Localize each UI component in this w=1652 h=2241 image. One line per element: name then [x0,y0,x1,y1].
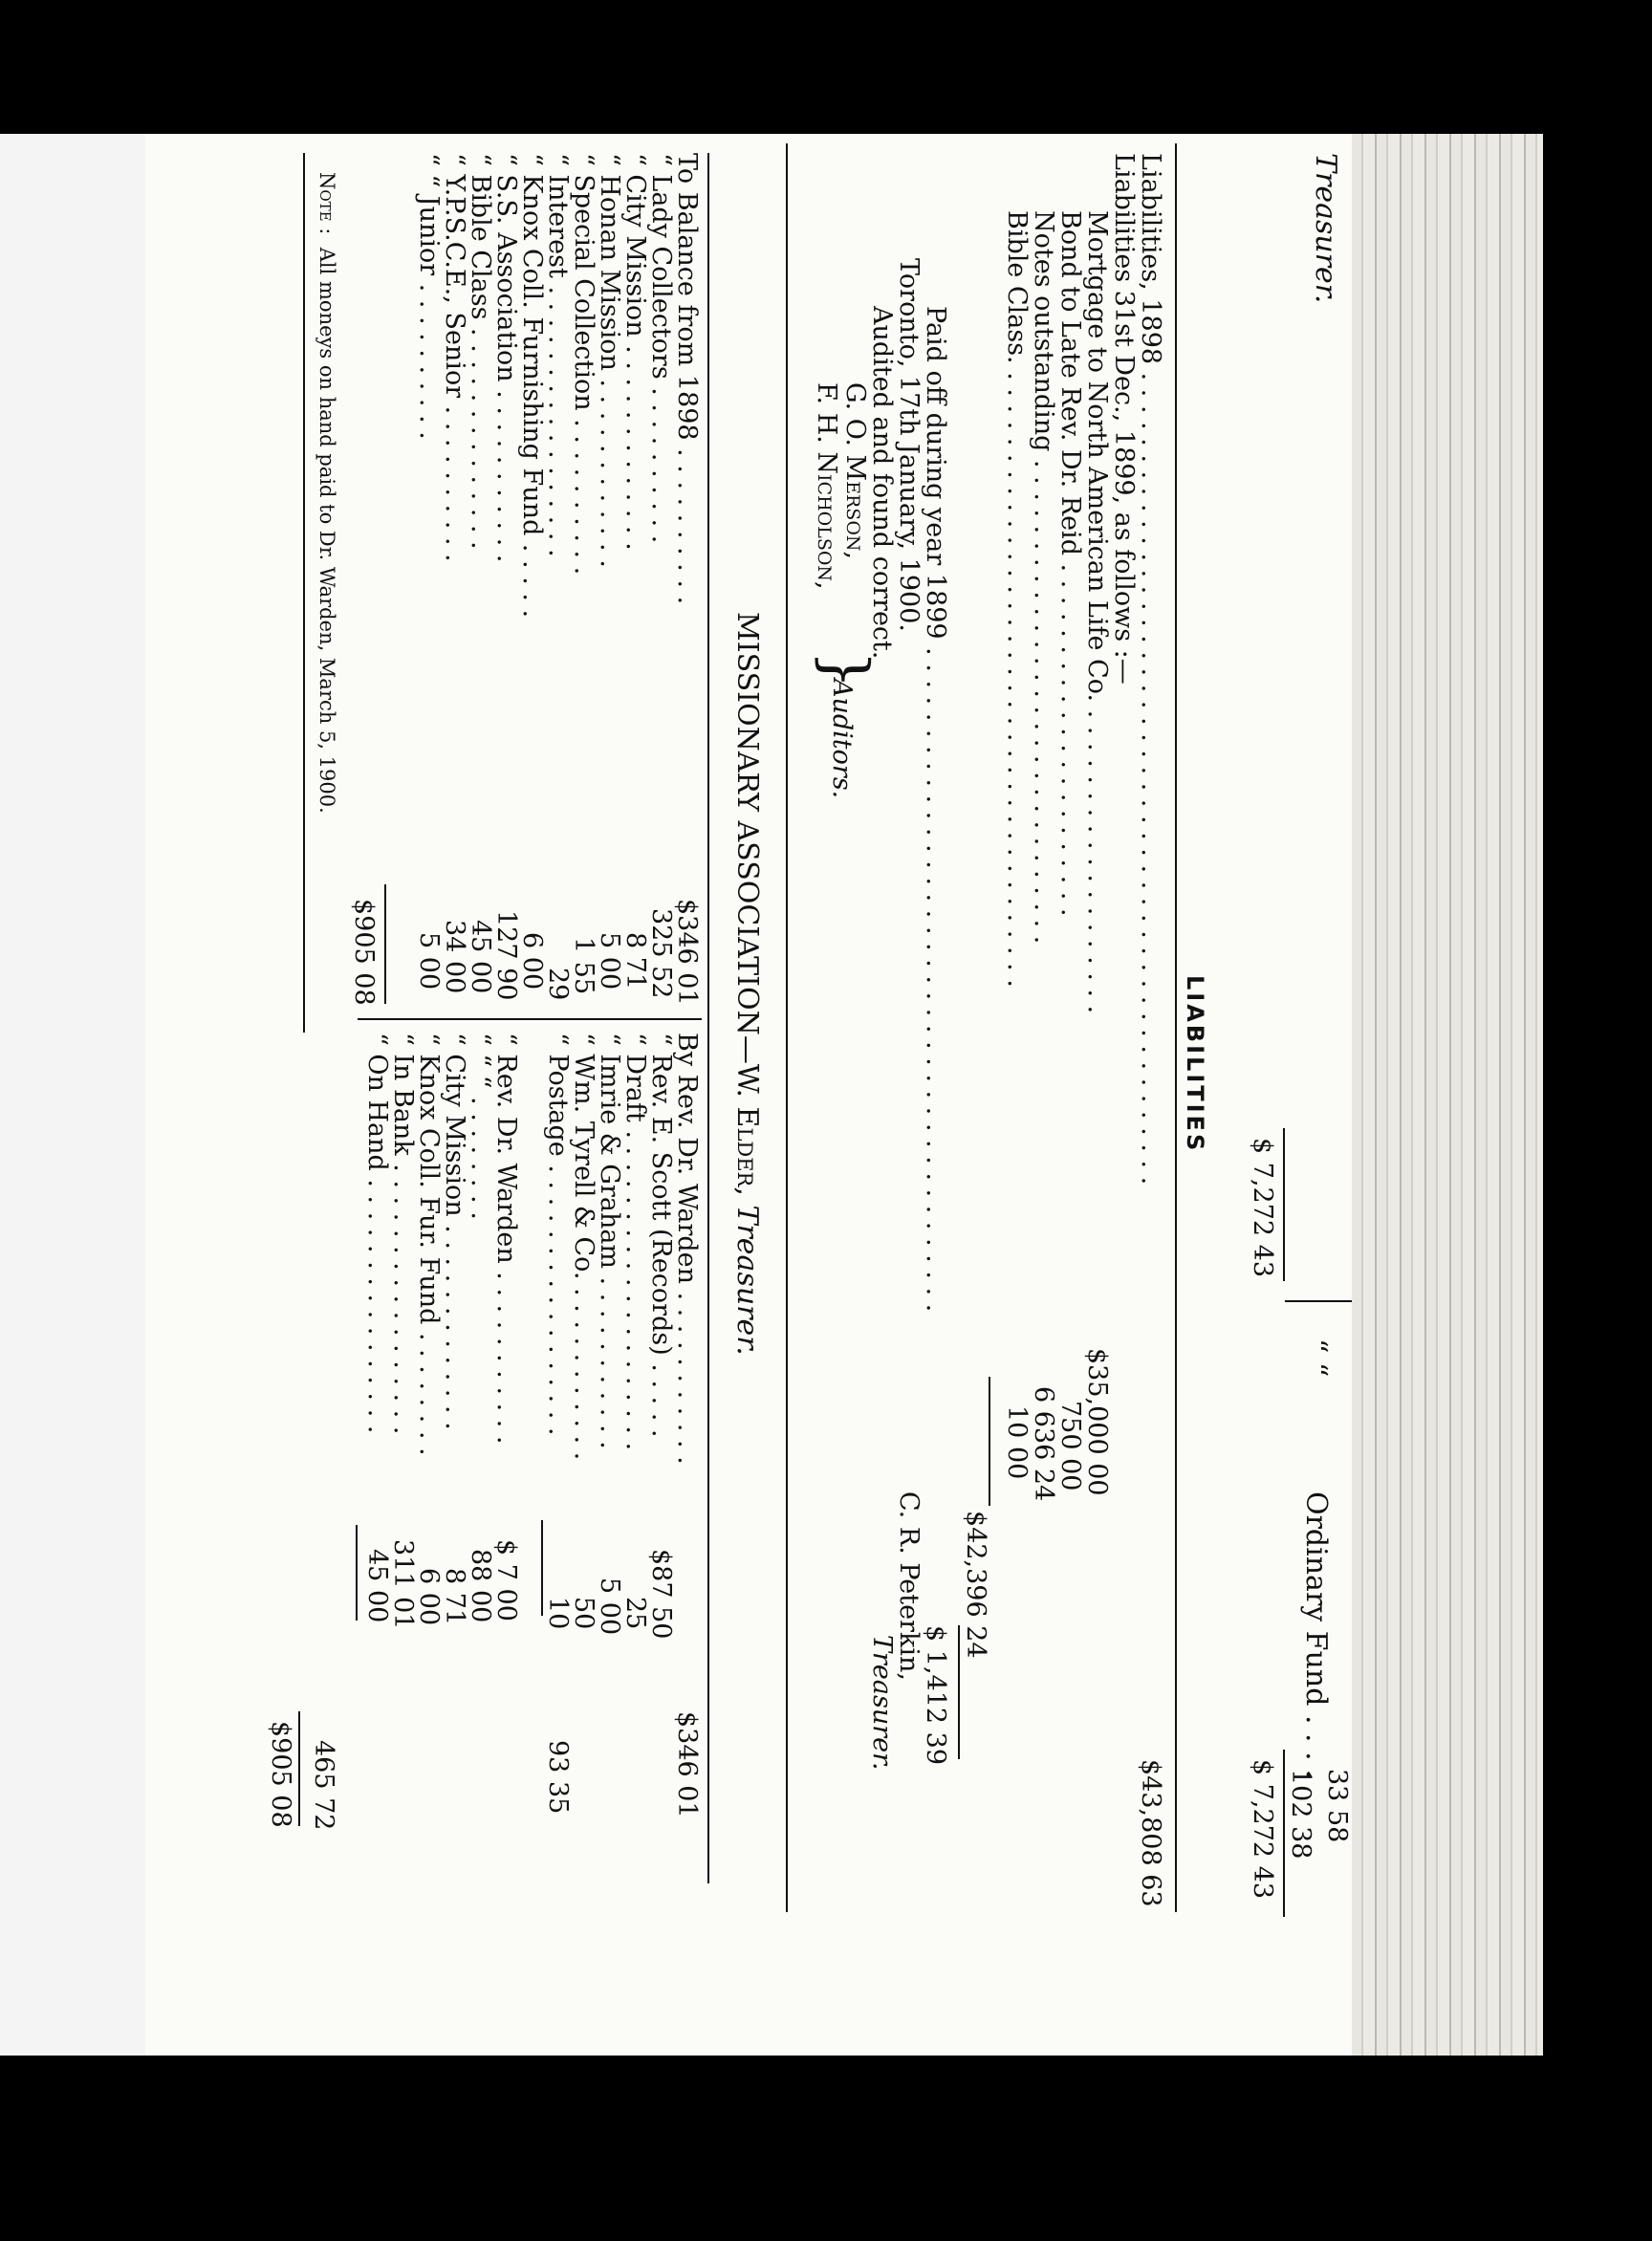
paid-off-label: Paid off during year 1899 . . . . . . . . . . . . . . . . . . . . . . . . . . . . . . . . . . . . . . . . . [921,306,950,1313]
payment-total-amount: 465 72 [309,1740,338,1831]
receipt-label: “ “ Junior . . . . . . . . . . [414,153,444,440]
receipt-amount: 8 71 [620,932,650,990]
missionary-heading-name: Elder [730,1106,764,1187]
payment-label: “ Draft . . . . . . . . . . . . . . . . . . . . [620,1033,650,1451]
receipt-label: “ Knox Coll. Furnishing Fund . . . . . [517,153,547,619]
section-divider-rule [786,143,788,1912]
payments-subgroup-rule-2 [356,1525,358,1621]
receipt-label: “ Interest . . . . . . . . . . . . . . . . . [543,153,573,557]
liabilities-top-rule [1175,143,1177,1912]
note-underline-rule [303,153,305,1033]
liability-item-label: Mortgage to North American Life Co. . . . . . . . . . . . . . . . . . . . [1082,210,1112,1014]
note-text: All moneys on hand paid to Dr. Warden, March 5, 1900. [315,247,338,814]
left-page-edge [0,134,147,2056]
payment-amount: 50 [569,1597,598,1630]
payment-label: “ Wm. Tyrell & Co. . . . . . . . . . . . [569,1033,598,1461]
payment-label: “ On Hand . . . . . . . . . . . . . . . . [362,1033,392,1434]
payment-amount: $87 50 [646,1549,676,1640]
receipt-label: “ Bible Class . . . . . . . . . . . . . . [466,153,495,550]
receipt-amount: 6 00 [517,932,547,990]
payment-amount: 25 [620,1597,650,1630]
receipt-label: “ Y.P.S.C.E., Senior . . . . . . . . . . [440,153,469,562]
payment-label: By Rev. Dr. Warden . . . . . . . . . . . [672,1033,702,1465]
prev-ditto-marks: “ “ [1299,1338,1333,1378]
toronto-date: Toronto, 17th January, 1900. [894,258,924,632]
liabilities-sum-rule [989,1377,990,1506]
receipt-amount: 29 [543,968,573,1001]
prev-total-rule-left [1283,1128,1285,1281]
note-line [315,172,338,814]
payment-amount: 8 71 [440,1568,469,1626]
prev-total-left: $ 7,272 43 [1248,1138,1277,1277]
receipt-amount: 5 00 [414,932,444,990]
prev-ordinary-fund: Ordinary Fund . . . . [1299,1491,1333,1779]
payment-amount: $ 7 00 [491,1539,521,1621]
payment-amount: 45 00 [362,1549,392,1623]
audited-line: Audited and found correct. [867,306,897,660]
liabilities-subtotal: $42,396 24 [961,1511,990,1659]
missionary-top-rule [707,153,709,1883]
prev-ordinary-amt2: 102 38 [1286,1769,1315,1860]
receipt-amount: 34 00 [440,920,469,994]
auditor-nicholson: F. H. Nicholson, [812,382,841,590]
receipt-amount: $346 01 [672,899,702,1006]
liabilities-1899-label: Liabilities 31st Dec., 1899, as follows :— [1109,153,1139,685]
prev-column-divider [1285,1300,1352,1302]
treasurer-title: Treasurer. [867,1635,897,1771]
missionary-heading-text: MISSIONARY ASSOCIATION—W. [730,612,764,1107]
liability-item-amount: 6 636 24 [1029,1386,1058,1502]
payments-total: $905 08 [266,1721,295,1828]
receipt-amount: 45 00 [466,920,495,994]
liability-item-label: Bible Class. . . . . . . . . . . . . . . . . . . . . . . . . . . . . . . . . . . . . . . [1002,210,1032,988]
payment-label: “ City Mission . . . . . . . . . . . . . [440,1033,469,1430]
liabilities-1898-label: Liabilities, 1898 . . . . . . . . . . . . . . . . . . . . . . . . . . . . . . . . . . . . . . . . . . . . . . . . . . [1136,153,1165,1186]
payment-label: “ “ “ . . . . . . . . [466,1033,495,1220]
liability-item-amount: 750 00 [1055,1401,1085,1491]
payments-total-rule [298,1711,300,1826]
missionary-heading [730,612,764,1356]
payment-total-amount: $346 01 [672,1711,702,1818]
payment-label: “ Rev. E. Scott (Records) . . . . . [646,1033,676,1438]
missionary-heading-title: Treasurer. [730,1205,764,1356]
liabilities-1898-amount: $43,808 63 [1136,1759,1165,1907]
payment-label: “ In Bank . . . . . . . . . . . . . . . . . [388,1033,418,1435]
receipt-label: “ Lady Collectors . . . . . . . . . . [646,153,676,544]
receipt-label: “ City Mission . . . . . . . . . . . . . [620,153,650,551]
liability-item-label: Notes outstanding . . . . . . . . . . . . . . . . . . . . . . . . . . . . . . [1029,210,1058,945]
payment-amount: 6 00 [414,1568,444,1626]
payment-amount: 88 00 [466,1549,495,1623]
rotated-page-content [176,134,1352,1922]
receipts-total-rule [384,884,386,1004]
receipts-total: $905 08 [349,899,379,1006]
receipt-amount: 5 00 [595,932,624,990]
payment-label: “ Postage . . . . . . . . . . . . . . . . . [543,1033,573,1436]
payment-amount: 311 01 [388,1539,418,1630]
auditors-label: Auditors. [827,679,857,799]
liabilities-total-rule [958,1625,960,1759]
payment-total-amount: 93 35 [543,1740,573,1815]
prev-total-rule-right [1283,1750,1285,1917]
receipt-amount: 325 52 [646,908,676,999]
note-label: Note : [315,172,338,235]
receipt-label: “ Special Collection . . . . . . . . . . [569,153,598,576]
payment-amount: 5 00 [595,1577,624,1636]
liabilities-heading: LIABILITIES [1182,975,1208,1154]
prev-total-right: $ 7,272 43 [1248,1759,1277,1899]
page-edges [1352,134,1543,2056]
receipt-amount: 1 55 [569,937,598,995]
liability-item-amount: 10 00 [1002,1405,1032,1480]
payment-amount: 10 [543,1597,573,1630]
payment-label: “ Knox Coll. Fur. Fund . . . . . . . . [414,1033,444,1456]
auditors-brace: } [810,650,880,689]
missionary-center-divider [358,1018,702,1020]
missionary-heading-comma: , [730,1186,764,1206]
liability-item-label: Bond to Late Rev. Dr. Reid . . . . . . . . . . . . . . . . . . . . . . [1055,210,1085,917]
payment-label: “ Imrie & Graham . . . . . . . . . . . [595,1033,624,1449]
receipt-label: “ Honan Mission . . . . . . . . . . . . [595,153,624,568]
receipt-label: “ S.S. Association . . . . . . . . . . . [491,153,521,563]
paid-off-amount: $ 1,412 39 [921,1625,950,1765]
prev-ordinary-amt1: 33 58 [1322,1769,1352,1843]
liability-item-amount: $35,000 00 [1082,1348,1112,1496]
payments-subgroup-rule [541,1520,543,1616]
prev-treasurer: Treasurer. [1309,153,1342,304]
receipt-label: To Balance from 1898 . . . . . . . . . . [672,153,702,605]
treasurer-name: C. R. Peterkin, [894,1491,924,1681]
auditor-merson: G. O. Merson, [840,382,870,560]
receipt-amount: 127 90 [491,910,521,1001]
payment-label: “ Rev. Dr. Warden . . . . . . . . . . . [491,1033,521,1445]
